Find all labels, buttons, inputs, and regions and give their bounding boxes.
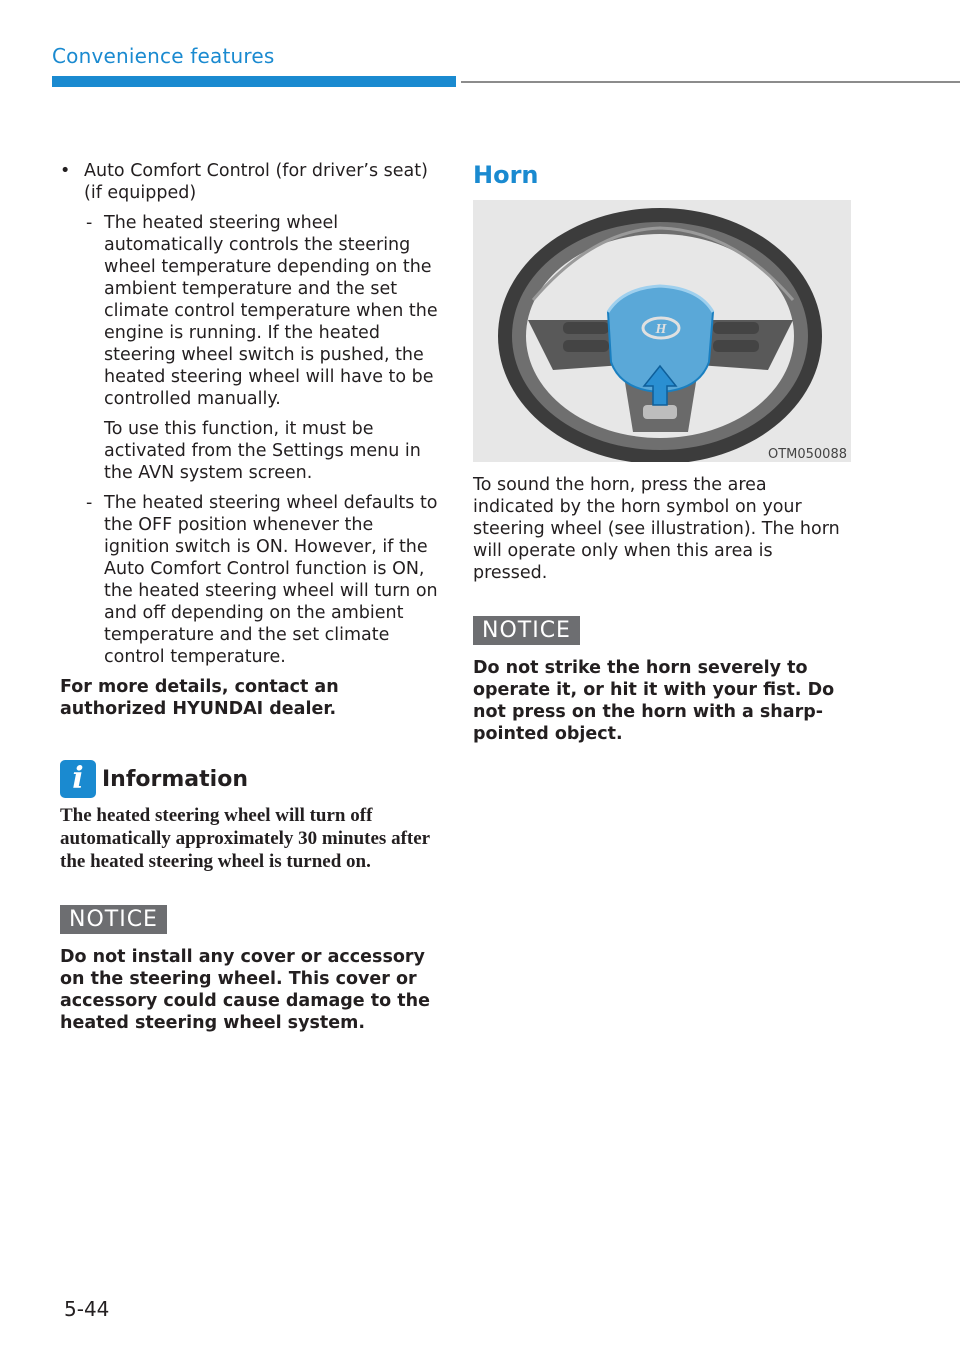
bullet-item bbox=[60, 160, 440, 204]
figure-code: OTM050088 bbox=[767, 447, 847, 462]
horn-heading: Horn bbox=[473, 161, 539, 189]
dash-symbol: - bbox=[86, 213, 93, 233]
notice-badge: NOTICE bbox=[60, 905, 167, 934]
sub-item-2 bbox=[60, 492, 440, 668]
dash-symbol: - bbox=[86, 493, 93, 513]
steering-wheel-figure bbox=[473, 200, 851, 462]
page-number: 5-44 bbox=[64, 1297, 110, 1321]
steering-wheel-illustration bbox=[473, 200, 851, 462]
information-title: Information bbox=[102, 766, 248, 792]
section-title: Convenience features bbox=[52, 44, 275, 68]
header-rule bbox=[461, 81, 960, 83]
sub-item-2-para: The heated steering wheel defaults to the OFF position whenever the ignition switch is ON. However, if the Auto Comfort Control function is ON, the heated steering wheel will turn on and off depending on the ambient temperature and the set climate control temperature. bbox=[104, 493, 438, 667]
sub-item-1-para-2: To use this function, it must be activated from the Settings menu in the AVN system screen. bbox=[104, 419, 421, 483]
information-header bbox=[60, 760, 440, 798]
notice-body-horn: Do not strike the horn severely to operate it, or hit it with your fist. Do not press on the horn with a sharp-pointed object. bbox=[473, 658, 835, 744]
header-accent-bar bbox=[52, 76, 456, 87]
right-column bbox=[473, 160, 851, 745]
left-column bbox=[60, 160, 440, 1034]
info-icon: i bbox=[60, 760, 96, 798]
bullet-text: Auto Comfort Control (for driver’s seat) (if equipped) bbox=[84, 161, 428, 203]
notice-body: Do not install any cover or accessory on the steering wheel. This cover or accessory could cause damage to the heated steering wheel system. bbox=[60, 947, 430, 1033]
information-body: The heated steering wheel will turn off automatically approximately 30 minutes after the heated steering wheel is turned on. bbox=[60, 805, 430, 872]
dealer-note: For more details, contact an authorized HYUNDAI dealer. bbox=[60, 677, 339, 719]
bullet-symbol: • bbox=[60, 161, 71, 181]
sub-item-1 bbox=[60, 212, 440, 484]
notice-badge-horn: NOTICE bbox=[473, 616, 580, 645]
horn-instructions: To sound the horn, press the area indicated by the horn symbol on your steering wheel (see illustration). The horn will operate only when this area is pressed. bbox=[473, 475, 840, 583]
sub-item-1-para-1: The heated steering wheel automatically controls the steering wheel temperature depending on the ambient temperature and the set climate control temperature when the engine is running. If the heated steering wheel switch is pushed, the heated steering wheel will have to be controlled manually. bbox=[104, 213, 438, 409]
svg-text:H: H bbox=[655, 322, 667, 337]
